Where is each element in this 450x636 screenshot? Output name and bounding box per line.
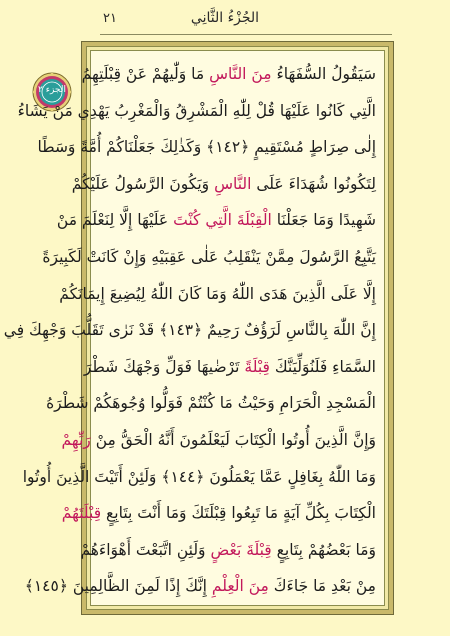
verse-highlight: قِبْلَةً (244, 357, 270, 376)
verse-line (80, 533, 376, 567)
verse-text: وَمَا اللّٰهُ بِغَافِلٍ عَمَّا يَعْمَلُونَ ﴿١٤٤﴾ وَلَئِنْ أَتَيْتَ الَّذِينَ أُوتُوا (22, 467, 376, 486)
verse-highlight: قِبْلَتَهُمْ (61, 504, 102, 523)
verse-text: الْكِتَابَ بِكُلِّ آيَةٍ مَا تَبِعُوا قِبْلَتَكَ وَمَا أَنْتَ بِتَابِعٍ (101, 504, 376, 523)
verse-highlight: مِنَ النَّاسِ (209, 65, 272, 83)
verse-text: سَيَقُولُ السُّفَهَاءُ (271, 65, 376, 83)
verse-text: وَمَا بَعْضُهُمْ بِتَابِعٍ (271, 540, 376, 559)
verse-highlight: مِنَ الْعِلْمِ (211, 577, 269, 596)
verse-line (46, 386, 376, 420)
verse-text: وَإِنَّ الَّذِينَ أُوتُوا الْكِتَابَ لَيَعْلَمُونَ أَنَّهُ الْحَقُّ مِنْ (90, 431, 376, 449)
verse-line (3, 313, 376, 347)
verse-line (42, 240, 376, 274)
verse-text: لِتَكُونُوا شُهَدَاءَ عَلَى (251, 174, 376, 193)
verse-text: وَيَكُونَ الرَّسُولُ عَلَيْكُمْ (71, 174, 215, 193)
verse-line (71, 167, 376, 201)
verse-highlight: الْقِبْلَةَ الَّتِي كُنْتَ (173, 211, 272, 230)
verse-line (83, 350, 376, 384)
verse-text: السَّمَاءِ فَلَنُوَلِّيَنَّكَ (269, 357, 376, 376)
verse-line (24, 569, 376, 603)
verse-text: إِنَّكَ إِذًا لَمِنَ الظَّالِمِينَ ﴿١٤٥﴾ (24, 577, 212, 596)
verse-text: الْمَسْجِدِ الْحَرَامِ وَحَيْثُ مَا كُنْتُمْ فَوَلُّوا وُجُوهَكُمْ شَطْرَهُ (46, 394, 376, 413)
verse-text: مَا وَلّٰيهُمْ عَنْ قِبْلَتِهِمُ (81, 65, 210, 83)
verse-highlight: قِبْلَةَ بَعْضٍ (210, 540, 272, 559)
verse-text: شَهِيدًا وَمَا جَعَلْنَا (271, 211, 376, 230)
verse-line (61, 423, 376, 457)
page-number: ٢١ (103, 11, 117, 26)
header-divider (100, 34, 392, 35)
verse-text: إِنَّ اللّٰهَ بِالنَّاسِ لَرَؤُفٌ رَحِيمٌ ﴿١٤٣﴾ قَدْ نَرٰى تَقَلُّبَ وَجْهِكَ فِي (3, 321, 376, 340)
juz-marker-label: الجزء ٢ (38, 85, 66, 95)
verse-text: إِلَّا عَلَى الَّذِينَ هَدَى اللّٰهُ وَمَا كَانَ اللّٰهُ لِيُضِيعَ إِيمَانَكُمْ (59, 284, 376, 303)
verse-text: يَتَّبِعُ الرَّسُولَ مِمَّنْ يَنْقَلِبُ عَلٰى عَقِبَيْهِ وَإِنْ كَانَتْ لَكَبِيرَةً (42, 248, 376, 266)
verse-line (17, 94, 376, 128)
verse-line (61, 496, 376, 530)
verse-text: وَلَئِنِ اتَّبَعْتَ أَهْوَاءَهُمْ (80, 540, 211, 559)
verse-line (56, 203, 376, 237)
verse-highlight: النَّاسِ (214, 174, 252, 193)
verse-highlight: رَبِّهِمْ (61, 431, 91, 449)
verse-text: تَرْضٰيهَا فَوَلِّ وَجْهَكَ شَطْرَ (83, 357, 245, 376)
verse-line (81, 57, 376, 91)
verse-line (59, 277, 376, 311)
juz-title: الجُزْءُ الثَّانِي (190, 10, 260, 26)
page-header (0, 6, 450, 36)
verse-text: عَلَيْهَا إِلَّا لِنَعْلَمَ مَنْ (56, 211, 174, 230)
verse-text: إِلٰى صِرَاطٍ مُسْتَقِيمٍ ﴿١٤٢﴾ وَكَذٰلِكَ جَعَلْنَاكُمْ أُمَّةً وَسَطًا (37, 138, 376, 157)
verse-line (37, 130, 376, 164)
verse-text: الَّتِي كَانُوا عَلَيْهَا قُلْ لِلّٰهِ الْمَشْرِقُ وَالْمَغْرِبُ يَهْدِي مَنْ يَشَاءُ (17, 101, 376, 120)
verse-line (22, 460, 376, 494)
verse-text: مِنْ بَعْدِ مَا جَاءَكَ (268, 577, 376, 596)
